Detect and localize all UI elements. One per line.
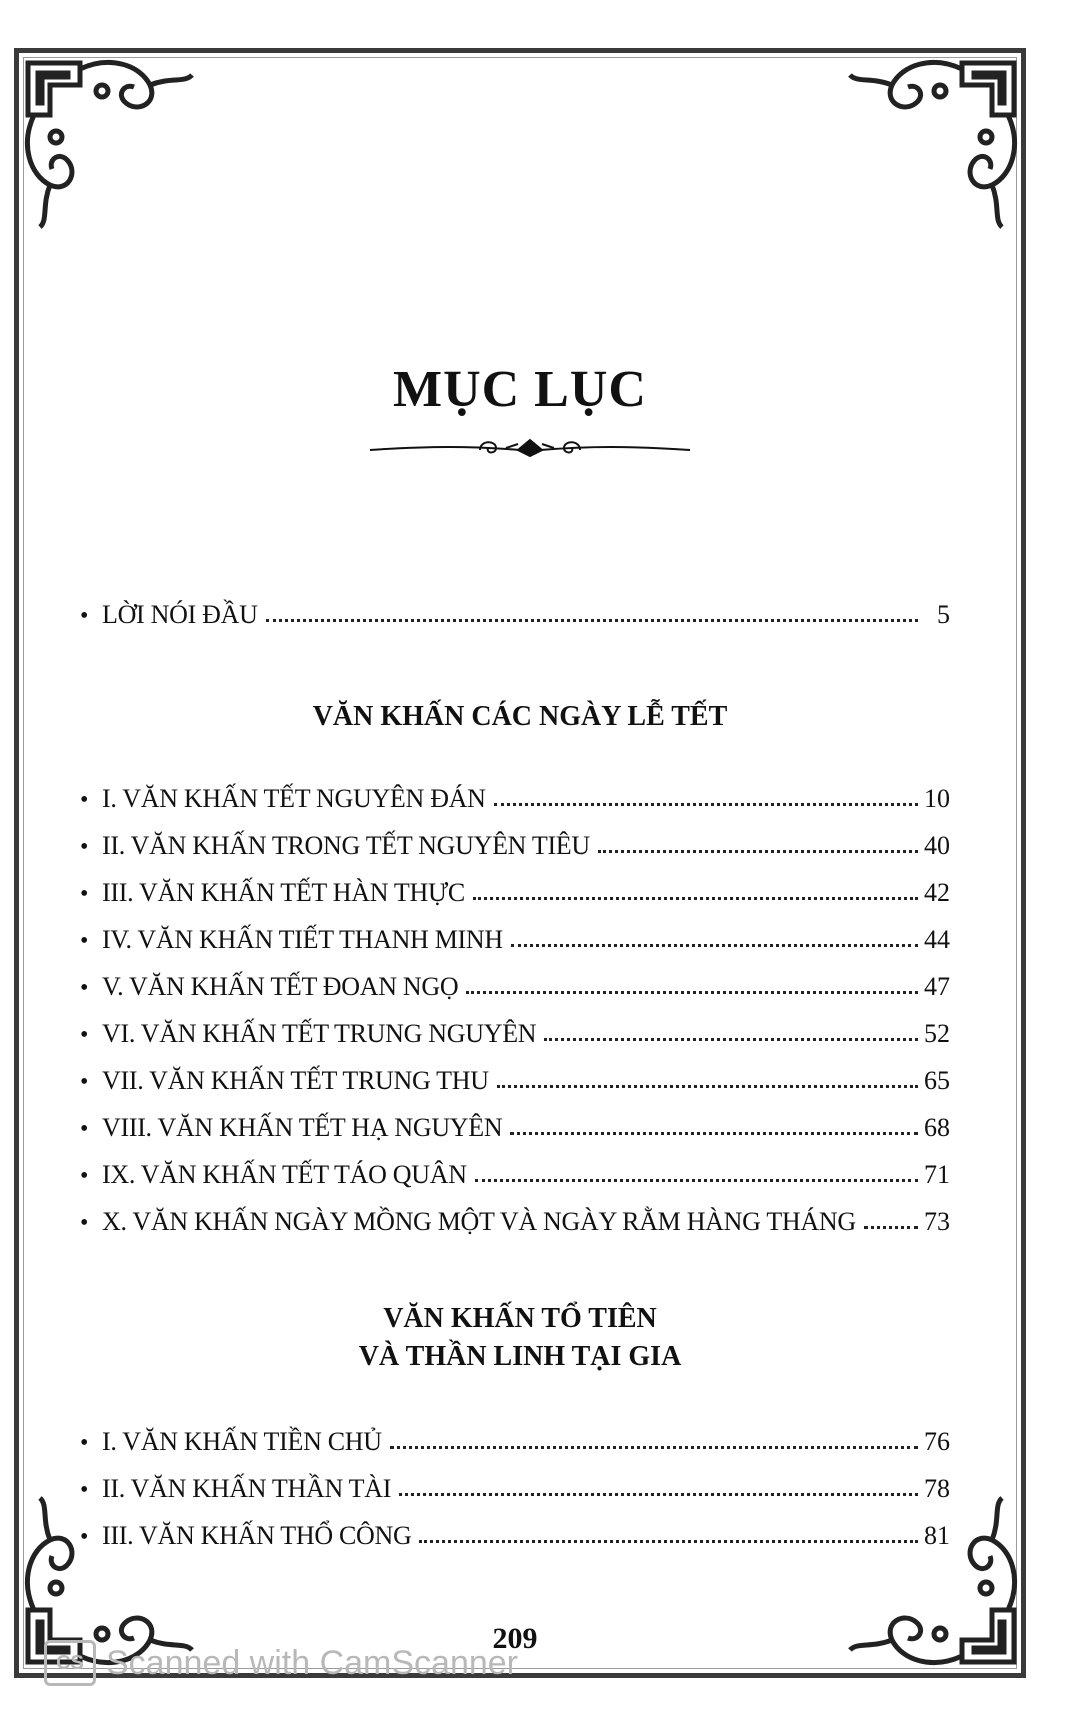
toc-entry-page: 78: [924, 1474, 950, 1503]
toc-entry-label: I. VĂN KHẤN TẾT NGUYÊN ĐÁN: [102, 784, 486, 813]
watermark-text: Scanned with CamScanner: [106, 1643, 519, 1682]
toc-entry-label: III. VĂN KHẤN TẾT HÀN THỰC: [102, 878, 465, 907]
toc-entry-label: V. VĂN KHẤN TẾT ĐOAN NGỌ: [102, 972, 459, 1001]
bullet-icon: •: [80, 1163, 89, 1189]
bullet-icon: •: [80, 1022, 89, 1048]
section-heading-line2: VÀ THẦN LINH TẠI GIA: [358, 1341, 682, 1372]
toc-entry-page: 81: [924, 1521, 950, 1550]
toc-entry[interactable]: [80, 1415, 950, 1455]
dot-leader: [473, 897, 918, 900]
bullet-icon: •: [80, 787, 89, 813]
dot-leader: [399, 1493, 918, 1496]
dot-leader: [266, 619, 918, 622]
page-number: 209: [492, 1622, 538, 1655]
dot-leader: [598, 850, 918, 853]
toc-entry[interactable]: [80, 866, 950, 906]
dot-leader: [475, 1179, 918, 1182]
bullet-icon: •: [80, 1477, 89, 1503]
dot-leader: [494, 803, 918, 806]
bullet-icon: •: [80, 1069, 89, 1095]
toc-entry-label: X. VĂN KHẤN NGÀY MỒNG MỘT VÀ NGÀY RẰM HÀNG THÁNG: [102, 1207, 856, 1236]
dot-leader: [544, 1038, 918, 1041]
toc-entry[interactable]: [80, 1462, 950, 1502]
toc-entry-label: II. VĂN KHẤN TRONG TẾT NGUYÊN TIÊU: [102, 831, 590, 860]
bullet-icon: •: [80, 834, 89, 860]
toc-entry-page: 65: [924, 1066, 950, 1095]
toc-entry[interactable]: [80, 913, 950, 953]
toc-entry-label: IV. VĂN KHẤN TIẾT THANH MINH: [102, 925, 503, 954]
toc-entry-label: III. VĂN KHẤN THỔ CÔNG: [102, 1521, 412, 1550]
toc-entry-intro[interactable]: [80, 588, 950, 628]
toc-entry-label: VIII. VĂN KHẤN TẾT HẠ NGUYÊN: [102, 1113, 503, 1142]
toc-entry[interactable]: [80, 1007, 950, 1047]
bullet-icon: •: [80, 1524, 89, 1550]
dot-leader: [419, 1540, 918, 1543]
dot-leader: [511, 944, 918, 947]
toc-entry-page: 44: [924, 925, 950, 954]
bullet-icon: •: [80, 881, 89, 907]
toc-entry[interactable]: [80, 1054, 950, 1094]
bullet-icon: •: [80, 603, 89, 629]
toc-entry-label: VI. VĂN KHẤN TẾT TRUNG NGUYÊN: [102, 1019, 537, 1048]
toc-entry[interactable]: [80, 1101, 950, 1141]
section-heading: VĂN KHẤN TỔ TIÊN: [383, 1303, 657, 1334]
corner-ornament-top-left: [20, 55, 210, 245]
toc-entry-label: LỜI NÓI ĐẦU: [102, 600, 258, 629]
toc-entry-page: 76: [924, 1427, 950, 1456]
page-title: MỤC LỤC: [393, 361, 647, 418]
toc-entry-label: IX. VĂN KHẤN TẾT TÁO QUÂN: [102, 1160, 467, 1189]
toc-entry-label: II. VĂN KHẤN THẦN TÀI: [102, 1474, 392, 1503]
title-divider-ornament: [370, 434, 690, 464]
toc-entry[interactable]: [80, 1195, 950, 1235]
toc-entry-page: 42: [924, 878, 950, 907]
camscanner-watermark: [44, 1640, 518, 1686]
toc-entry[interactable]: [80, 772, 950, 812]
toc-entry-page: 73: [924, 1207, 950, 1236]
bullet-icon: •: [80, 1116, 89, 1142]
corner-ornament-top-right: [832, 55, 1022, 245]
bullet-icon: •: [80, 975, 89, 1001]
toc-entry-page: 40: [924, 831, 950, 860]
toc-entry-page: 52: [924, 1019, 950, 1048]
toc-entry-page: 71: [924, 1160, 950, 1189]
dot-leader: [466, 991, 918, 994]
bullet-icon: •: [80, 928, 89, 954]
toc-entry[interactable]: [80, 819, 950, 859]
camscanner-logo-icon: CS: [44, 1640, 96, 1686]
toc-entry[interactable]: [80, 1148, 950, 1188]
toc-entry-page: 5: [937, 600, 950, 629]
toc-entry[interactable]: [80, 960, 950, 1000]
dot-leader: [390, 1446, 918, 1449]
dot-leader: [497, 1085, 918, 1088]
toc-entry-label: VII. VĂN KHẤN TẾT TRUNG THU: [102, 1066, 489, 1095]
bullet-icon: •: [80, 1430, 89, 1456]
toc-entry[interactable]: [80, 1509, 950, 1549]
dot-leader: [510, 1132, 918, 1135]
toc-entry-page: 47: [924, 972, 950, 1001]
toc-entry-label: I. VĂN KHẤN TIỀN CHỦ: [102, 1427, 382, 1456]
section-heading: VĂN KHẤN CÁC NGÀY LỄ TẾT: [312, 701, 728, 732]
toc-entry-page: 68: [924, 1113, 950, 1142]
bullet-icon: •: [80, 1210, 89, 1236]
dot-leader: [864, 1226, 918, 1229]
toc-entry-page: 10: [924, 784, 950, 813]
